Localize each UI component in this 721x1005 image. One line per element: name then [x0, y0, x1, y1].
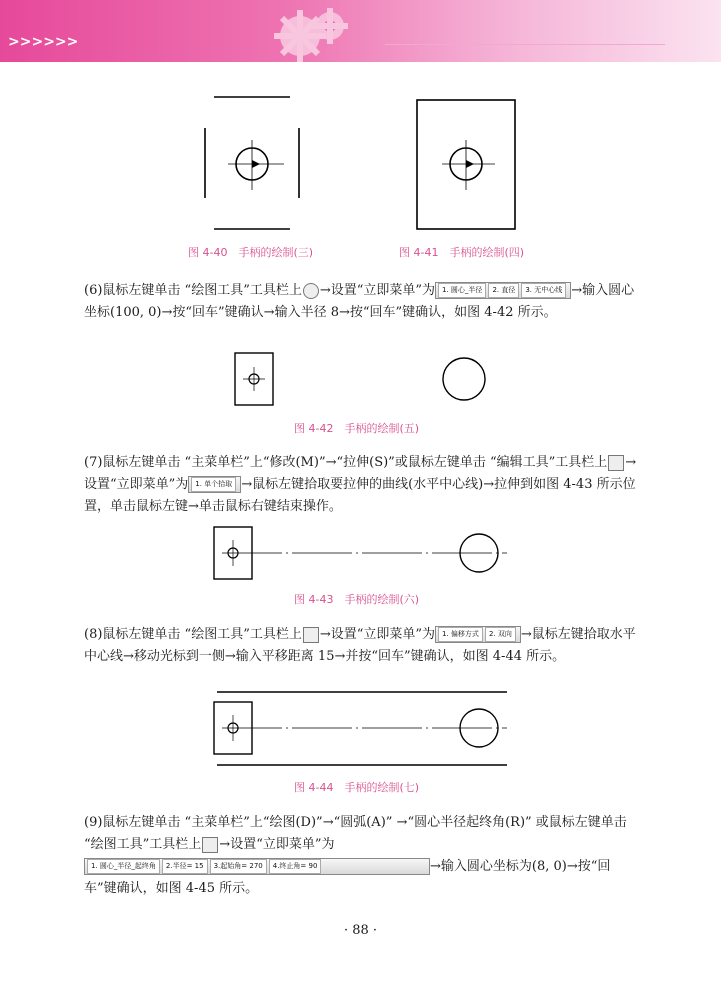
menu-field[interactable]: 3. 无中心线 [521, 283, 566, 298]
paragraph-step-7 [84, 452, 639, 518]
menu-field[interactable]: 3.起始角= 270 [210, 859, 267, 874]
step-9-text-b: →设置“立即菜单”为 [219, 837, 335, 852]
figure-4-42-caption: 图 4-42 手柄的绘制(五) [294, 422, 420, 435]
arc-tool-icon [202, 837, 218, 853]
menu-field[interactable]: 1. 圆心_半径 [438, 283, 486, 298]
figure-4-44 [212, 690, 512, 768]
step-7-text-b: →设置“立即菜单”为 [84, 455, 637, 492]
step-9-immediate-menu [84, 858, 430, 875]
figure-4-42 [233, 352, 493, 407]
figure-4-40 [200, 92, 310, 232]
paragraph-step-9 [84, 812, 639, 900]
step-8-text-a: (8)鼠标左键单击 “绘图工具”工具栏上 [84, 627, 302, 642]
offset-tool-icon [303, 627, 319, 643]
figure-4-43-caption: 图 4-43 手柄的绘制(六) [294, 593, 420, 606]
paragraph-step-6 [84, 280, 639, 324]
step-7-immediate-menu [188, 476, 241, 493]
step-6-text-c: →输入圆心坐标(100, 0)→按“回车”键确认→输入半径 8→按“回车”键确认，如图 4-42 所示。 [84, 283, 635, 320]
stretch-tool-icon [608, 455, 624, 471]
figure-4-43 [212, 526, 512, 581]
step-6-immediate-menu [435, 282, 571, 299]
figure-4-41 [415, 98, 517, 231]
page-number: · 88 · [343, 923, 378, 938]
figure-4-40-caption: 图 4-40 手柄的绘制(三) [188, 246, 314, 259]
step-8-text-c: →鼠标左键拾取水平中心线→移动光标到一侧→输入平移距离 15→并按“回车”键确认，如图 4-44 所示。 [84, 627, 636, 664]
figure-4-44-caption: 图 4-44 手柄的绘制(七) [294, 781, 420, 794]
menu-field[interactable]: 1. 单个拾取 [191, 477, 236, 492]
step-8-text-b: →设置“立即菜单”为 [319, 627, 436, 642]
gear-decoration-icon [268, 6, 358, 62]
menu-field[interactable]: 2.半径= 15 [162, 859, 208, 874]
menu-field[interactable]: 1. 偏移方式 [438, 627, 483, 642]
step-8-immediate-menu [435, 626, 521, 643]
circle-tool-icon [303, 283, 319, 299]
step-6-text-b: →设置“立即菜单”为 [319, 283, 436, 298]
header-chevrons: >>>>>> [8, 34, 79, 50]
step-9-text-c: →输入圆心坐标为(8, 0)→按“回车”键确认，如图 4-45 所示。 [84, 859, 611, 896]
step-6-text-a: (6)鼠标左键单击 “绘图工具”工具栏上 [84, 283, 302, 298]
header-rule [385, 44, 665, 45]
step-9-text-a: (9)鼠标左键单击 “主菜单栏”上“绘图(D)”→“圆弧(A)” →“圆心半径起终角(R)” 或鼠标左键单击 “绘图工具”工具栏上 [84, 815, 627, 852]
menu-field[interactable]: 4.终止角= 90 [269, 859, 322, 874]
step-7-text-a: (7)鼠标左键单击 “主菜单栏”上“修改(M)”→“拉伸(S)”或鼠标左键单击 “编辑工具”工具栏上 [84, 455, 608, 470]
step-7-text-c: →鼠标左键拾取要拉伸的曲线(水平中心线)→拉伸到如图 4-43 所示位置，单击鼠标左键→单击鼠标右键结束操作。 [84, 477, 636, 514]
figure-4-41-caption: 图 4-41 手柄的绘制(四) [399, 246, 525, 259]
paragraph-step-8 [84, 624, 639, 668]
menu-field[interactable]: 2. 直径 [488, 283, 519, 298]
menu-field[interactable]: 1. 圆心_半径_起终角 [87, 859, 160, 874]
page-header [0, 0, 721, 62]
menu-field[interactable]: 2. 双向 [485, 627, 516, 642]
